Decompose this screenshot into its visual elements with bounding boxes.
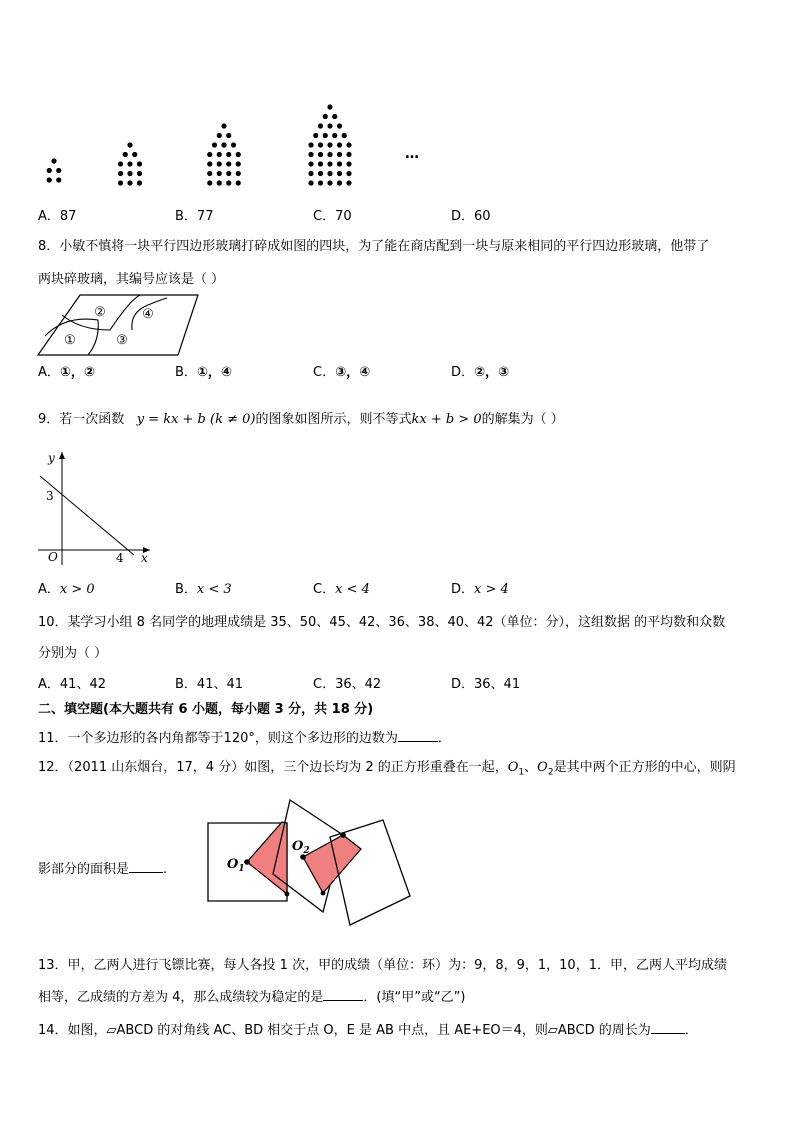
q7-option-b: B．77 (175, 209, 214, 224)
q8-option-d: D．②，③ (451, 365, 510, 380)
q8-option-b: B．①，④ (175, 365, 232, 380)
q13-answer-blank (323, 987, 363, 1001)
q13-stem-line2: 相等，乙成绩的方差为 4，那么成绩较为稳定的是 ．(填“甲”或“乙”) (38, 987, 466, 1007)
q9-option-d: D．x > 4 (451, 582, 509, 597)
o1-label: $O_1$ (227, 857, 245, 874)
origin-label: O (48, 550, 58, 564)
q12-stem-line1: 12．（2011 山东烟台，17，4 分）如图，三个边长均为 2 的正方形重叠在一起，$O_1$、$O_2$是其中两个正方形的中心，则阴 (38, 760, 736, 778)
q10-stem-line1: 10．某学习小组 8 名同学的地理成绩是 35、50、45、42、36、38、40、42（单位：分），这组数据 的平均数和众数 (38, 615, 726, 630)
q7-option-a: A．87 (38, 209, 77, 224)
q8-stem-line1: 8．小敏不慎将一块平行四边形玻璃打碎成如图的四块，为了能在商店配到一块与原来相同的平行四边形玻璃，他带了 (38, 239, 710, 254)
piece-label-4: ④ (142, 307, 154, 322)
piece-label-3: ③ (116, 333, 128, 348)
q12-stem-line2: 影部分的面积是 . (38, 859, 167, 879)
q14-stem: 14．如图，▱ABCD 的对角线 AC、BD 相交于点 O，E 是 AB 中点，且 AE+EO＝4，则▱ABCD 的周长为 ． (38, 1020, 698, 1040)
q10-option-c: C．36、42 (313, 677, 382, 692)
q9-option-a: A．x > 0 (38, 582, 95, 597)
continuation-ellipsis: … (405, 146, 419, 162)
q10-option-d: D．36、41 (451, 677, 521, 692)
piece-label-1: ① (64, 333, 76, 348)
section-heading: 二、填空题(本大题共有 6 小题，每小题 3 分，共 18 分) (38, 702, 374, 717)
q10-option-b: B．41、41 (175, 677, 244, 692)
q13-stem-line1: 13．甲，乙两人进行飞镖比赛，每人各投 1 次，甲的成绩（单位：环）为：9，8，9，1，10，1．甲，乙两人平均成绩 (38, 958, 727, 973)
y-axis-label: y (48, 451, 55, 465)
q8-option-a: A．①，② (38, 365, 95, 380)
q8-option-c: C．③，④ (313, 365, 371, 380)
q8-stem-line2: 两块碎玻璃，其编号应该是（ ） (38, 272, 225, 287)
q11-stem: 11．一个多边形的各内角都等于120°，则这个多边形的边数为 ． (38, 728, 451, 748)
q14-answer-blank (651, 1020, 685, 1034)
q7-option-c: C．70 (313, 209, 352, 224)
q10-option-a: A．41、42 (38, 677, 106, 692)
y-intercept-label: 3 (46, 489, 54, 503)
o2-label: $O_2$ (292, 839, 310, 856)
q9-stem: 9．若一次函数 y = kx + b (k ≠ 0)的图象如图所示，则不等式kx + b > 0的解集为（ ） (38, 412, 564, 427)
x-intercept-label: 4 (116, 551, 124, 565)
q10-stem-line2: 分别为（ ） (38, 646, 108, 661)
piece-label-2: ② (94, 305, 106, 320)
q7-option-d: D．60 (451, 209, 491, 224)
q9-option-b: B．x < 3 (175, 582, 232, 597)
x-axis-label: x (141, 551, 148, 565)
q9-option-c: C．x < 4 (313, 582, 370, 597)
